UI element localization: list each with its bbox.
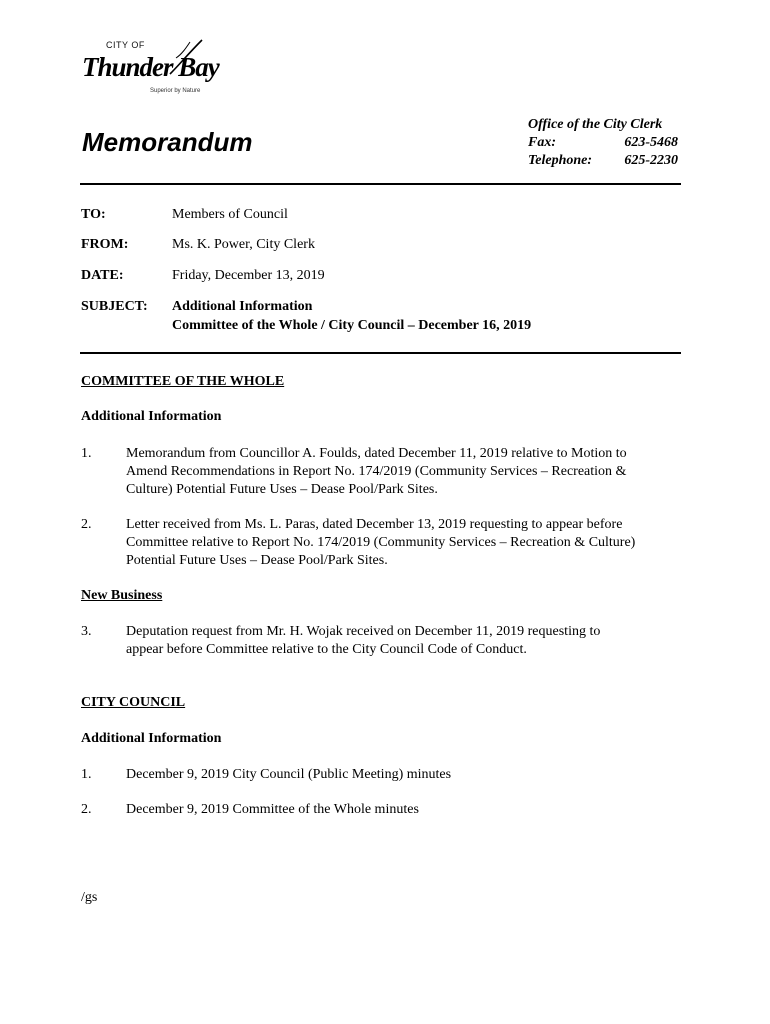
- logo-tagline: Superior by Nature: [150, 88, 201, 94]
- phone-value: 625-2230: [624, 153, 678, 168]
- item-line: Committee relative to Report No. 174/2019 (Community Services – Recreation & Culture): [126, 535, 636, 550]
- phone-label: Telephone:: [528, 153, 593, 168]
- item-text: [126, 766, 678, 784]
- fax-value: 623-5468: [624, 135, 678, 150]
- item-number: 1.: [81, 767, 92, 782]
- office-contact-block: [528, 116, 678, 170]
- item-line: December 9, 2019 City Council (Public Meeting) minutes: [126, 767, 452, 782]
- city-logo: [82, 38, 232, 100]
- item-number: 3.: [81, 624, 92, 639]
- new-business-title: New Business: [81, 588, 163, 603]
- fax-label: Fax:: [528, 135, 556, 150]
- logo-city-of: CITY OF: [106, 40, 145, 50]
- cow-additional-info-title: Additional Information: [81, 409, 222, 424]
- to-label: TO:: [81, 207, 106, 222]
- office-name-row: [528, 116, 678, 134]
- subject-line-1: Additional Information: [172, 299, 313, 314]
- item-line: Potential Future Uses – Dease Pool/Park Sites.: [126, 553, 388, 568]
- item-number: 2.: [81, 802, 92, 817]
- fax-row: [528, 134, 678, 152]
- council-additional-info-title: Additional Information: [81, 731, 222, 746]
- subject-line-2: Committee of the Whole / City Council – December 16, 2019: [172, 318, 532, 333]
- logo-name: Thunder Bay: [82, 52, 219, 82]
- header-divider-bottom: [80, 352, 681, 354]
- memo-title: Memorandum: [82, 127, 253, 157]
- item-text: [126, 445, 678, 499]
- item-text: [126, 516, 678, 570]
- item-line: December 9, 2019 Committee of the Whole minutes: [126, 802, 419, 817]
- office-name: Office of the City Clerk: [528, 117, 663, 132]
- item-line: Letter received from Ms. L. Paras, dated December 13, 2019 requesting to appear before: [126, 517, 623, 532]
- item-line: Amend Recommendations in Report No. 174/2019 (Community Services – Recreation &: [126, 464, 627, 479]
- date-value: Friday, December 13, 2019: [172, 268, 325, 283]
- from-value: Ms. K. Power, City Clerk: [172, 237, 315, 252]
- item-line: Culture) Potential Future Uses – Dease Pool/Park Sites.: [126, 482, 438, 497]
- item-text: [126, 801, 678, 819]
- typist-initials: /gs: [81, 890, 98, 905]
- item-text: [126, 623, 678, 659]
- header-divider-top: [80, 183, 681, 185]
- to-value: Members of Council: [172, 207, 288, 222]
- item-line: appear before Committee relative to the City Council Code of Conduct.: [126, 642, 527, 657]
- item-line: Deputation request from Mr. H. Wojak received on December 11, 2019 requesting to: [126, 624, 601, 639]
- phone-row: [528, 152, 678, 170]
- council-section-title: CITY COUNCIL: [81, 695, 186, 710]
- item-number: 1.: [81, 446, 92, 461]
- item-line: Memorandum from Councillor A. Foulds, dated December 11, 2019 relative to Motion to: [126, 446, 627, 461]
- subject-label: SUBJECT:: [81, 299, 148, 314]
- from-label: FROM:: [81, 237, 129, 252]
- item-number: 2.: [81, 517, 92, 532]
- date-label: DATE:: [81, 268, 124, 283]
- cow-section-title: COMMITTEE OF THE WHOLE: [81, 374, 285, 389]
